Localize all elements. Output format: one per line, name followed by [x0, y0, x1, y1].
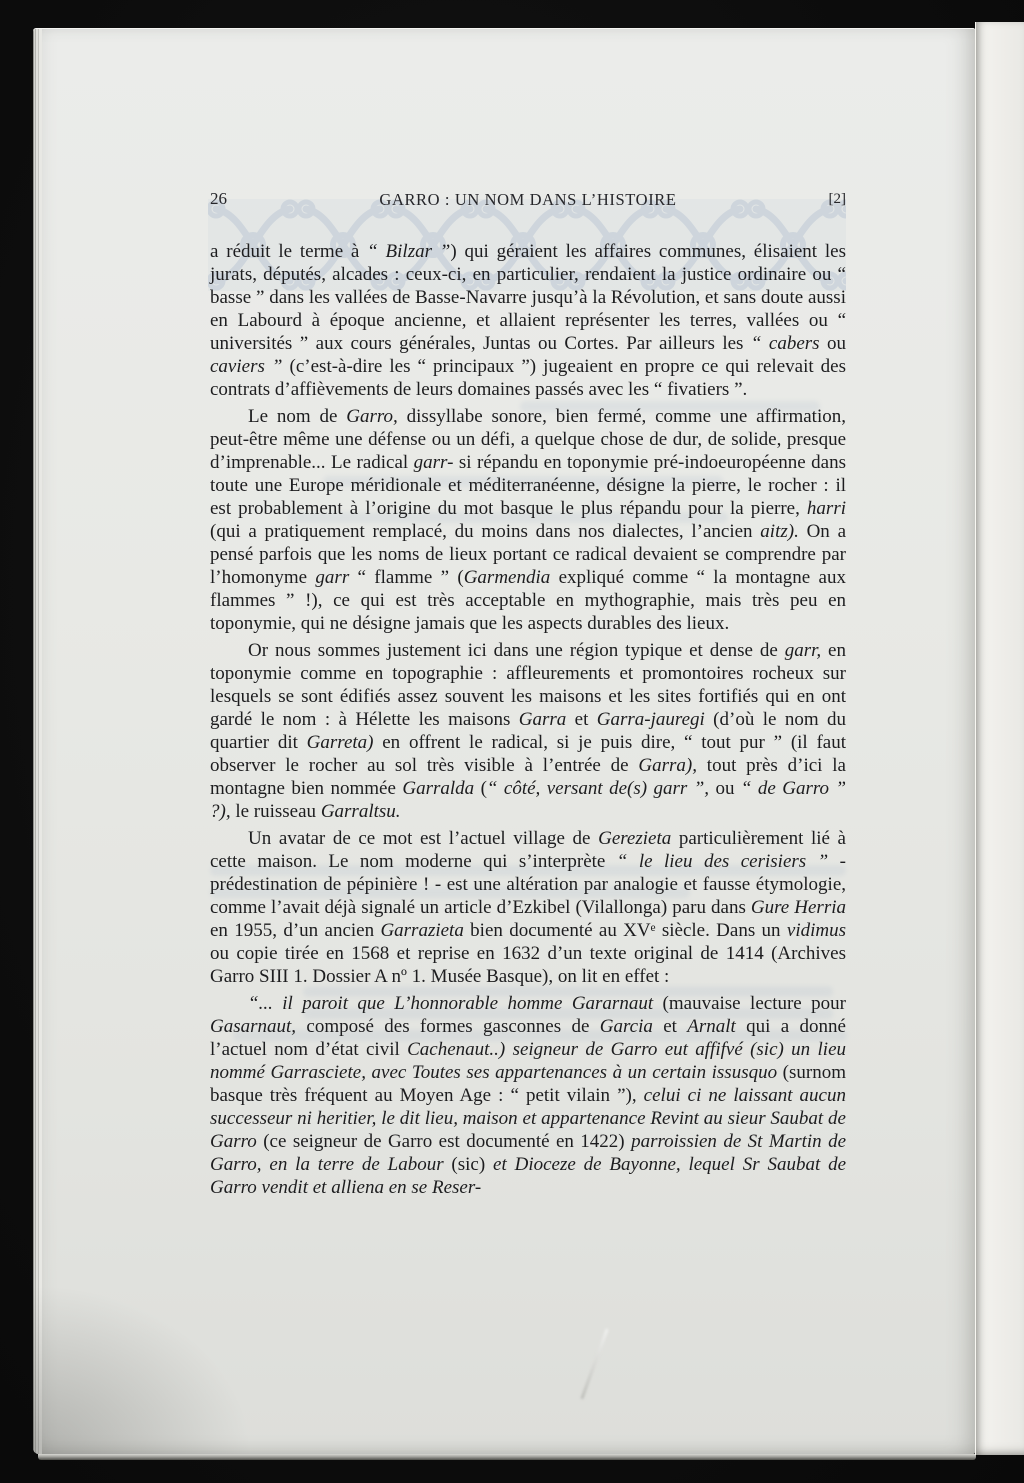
italic-run: Cachenaut..) seigneur de Garro eut affifvé (sic) un lieu nommé Garrasciete, avec Toutes ses appartenances à un certain issusquo	[210, 1039, 846, 1083]
italic-run: “ le lieu des cerisiers ”	[616, 851, 829, 872]
text-run: expliqué comme “ la montagne aux flammes ” !), ce qui est très acceptable en mythographie, mais très peu en toponymie, qui ne désigne jamais que les aspects durables des lieux.	[210, 567, 846, 634]
text-run: Or nous sommes justement ici dans une région typique et dense de	[248, 640, 785, 661]
italic-run: garr,	[784, 640, 822, 661]
italic-run: Gasarnaut,	[210, 1016, 297, 1037]
italic-run: “ cabers	[750, 333, 820, 354]
italic-run: et Dioceze de Bayonne, lequel Sr Saubat de Garro vendit et alliena en se Reser-	[210, 1154, 847, 1198]
text-run: bien documenté au XVᵉ siècle. Dans un	[463, 920, 787, 941]
page-number: 26	[210, 189, 227, 208]
page-edge-stack	[33, 29, 42, 1454]
italic-run: Garra	[518, 709, 567, 730]
italic-run: Garra),	[638, 755, 697, 776]
paragraph	[210, 240, 846, 401]
italic-run: “ Bilzar ”	[367, 241, 451, 262]
text-run: “ flamme ” (	[349, 567, 464, 588]
text-run: le ruisseau	[230, 801, 321, 822]
paragraph	[210, 992, 846, 1199]
body-text	[210, 240, 846, 1203]
page-bottom-edge	[38, 1454, 976, 1460]
text-run: Le nom de	[248, 406, 347, 427]
text-run: ou	[819, 333, 846, 354]
italic-run: “... il paroit que L’honnorable homme Gararnaut	[248, 993, 654, 1014]
italic-run: Garmendia	[463, 567, 551, 588]
italic-run: Gerezieta	[598, 828, 672, 849]
italic-run: Garro,	[346, 406, 398, 427]
italic-run: Gure Herria	[750, 897, 846, 918]
italic-run: Arnalt	[687, 1016, 736, 1037]
italic-run: “ de Garro ” ?),	[210, 778, 847, 822]
italic-run: vidimus	[786, 920, 846, 941]
italic-run: Garra-jauregi	[596, 709, 705, 730]
italic-run: caviers ”	[210, 356, 283, 377]
text-run: ) qui géraient les affaires communes, élisaient les jurats, députés, alcades : ceux-ci, en particulier, rendaient la justice ordinaire ou “ basse ” dans les vallées de Basse-Navarre jusqu’à la Révolution, et sans doute aussi en Labourd à époque ancienne, et allaient représenter les terres, vallées ou “ universités ” aux cours générales, Juntas ou Cortes. Par ailleurs les	[210, 241, 846, 354]
running-head	[210, 189, 846, 211]
paper-crease	[580, 1329, 608, 1400]
italic-run: Garraltsu.	[320, 801, 401, 822]
italic-run: “ côté, versant de(s) garr ”,	[486, 778, 710, 799]
text-run: (ce seigneur de Garro est documenté en 1422)	[256, 1131, 632, 1152]
running-title: GARRO : UN NOM DANS L’HISTOIRE	[379, 190, 677, 209]
text-run: ou	[709, 778, 741, 799]
corner-shadow	[33, 1284, 253, 1454]
text-run: particulièrement lié à cette maison. Le nom moderne qui s’interprète	[210, 828, 846, 872]
text-run: et	[652, 1016, 688, 1037]
text-run: (mauvaise lecture pour	[653, 993, 846, 1014]
text-run: Un avatar de ce mot est l’actuel village de	[248, 828, 599, 849]
text-run: On a pensé parfois que les noms de lieux portant ce radical devaient se comprendre par l’homonyme	[210, 521, 846, 588]
facing-page-edge	[975, 22, 1024, 1455]
italic-run: Garrazieta	[380, 920, 464, 941]
text-run: en 1955, d’un ancien	[210, 920, 381, 941]
paragraph	[210, 827, 846, 988]
text-run: si répandu en toponymie pré-indoeuropéenne dans toute une Europe méridionale et méditerranéenne, désigne la pierre, le rocher : il est probablement à l’origine du mot basque le plus répandu pour la pierre,	[210, 452, 846, 519]
text-run: (	[474, 778, 487, 799]
text-run: a réduit le terme à	[210, 241, 368, 262]
text-run: qui a donné l’actuel nom d’état civil	[210, 1016, 846, 1060]
italic-run: garr	[315, 567, 350, 588]
italic-run: celui ci ne laissant aucun successeur ni heritier, le dit lieu, maison et appartenance Revint au sieur Saubat de Garro	[210, 1085, 846, 1152]
italic-run: parroissien de St Martin de Garro, en la terre de Labour	[210, 1131, 846, 1175]
text-run: dissyllabe sonore, bien fermé, comme une affirmation, peut-être même une défense ou un défi, a quelque chose de dur, de solide, presque d’imprenable... Le radical	[210, 406, 846, 473]
paragraph	[210, 405, 846, 635]
text-run: et	[566, 709, 597, 730]
text-run: tout près d’ici la montagne bien nommée	[210, 755, 846, 799]
text-run: (sic)	[443, 1154, 494, 1175]
text-run: (qui a pratiquement remplacé, du moins dans nos dialectes, l’ancien	[210, 521, 761, 542]
italic-run: garr-	[413, 452, 454, 473]
text-run: (d’où le nom du quartier dit	[210, 709, 846, 753]
italic-run: Garralda	[402, 778, 475, 799]
italic-run: harri	[806, 498, 846, 519]
paragraph	[210, 639, 846, 823]
italic-run: aitz).	[760, 521, 799, 542]
italic-run: Garreta)	[306, 732, 374, 753]
issue-mark: [2]	[828, 191, 846, 207]
text-run: (c’est-à-dire les “ principaux ”) jugeaient en propre ce qui relevait des contrats d’affièvements de leurs domaines passés avec les “ fivatiers ”.	[210, 356, 846, 400]
book-page	[33, 28, 975, 1454]
text-run: - prédestination de pépinière ! - est une altération par analogie et fausse étymologie, comme l’avait déjà signalé un article d’Ezkibel (Vilallonga) paru dans	[210, 851, 846, 918]
text-run: ou copie tirée en 1568 et reprise en 1632 d’un texte original de 1414 (Archives Garro SIII 1. Dossier A nº 1. Musée Basque), on lit en effet :	[210, 943, 846, 987]
text-run: (surnom basque très fréquent au Moyen Age : “ petit vilain ”),	[210, 1062, 847, 1106]
text-run: en offrent le radical, si je puis dire, “ tout pur ” (il faut observer le rocher au sol très visible à l’entrée de	[210, 732, 847, 776]
text-run: en toponymie comme en topographie : affleurements et promontoires rocheux sur lesquels se sont édifiés assez souvent les maisons et les sites fortifiés qui en ont gardé le nom : à Hélette les maisons	[210, 640, 846, 730]
italic-run: Garcia	[599, 1016, 653, 1037]
text-run: composé des formes gasconnes de	[296, 1016, 600, 1037]
